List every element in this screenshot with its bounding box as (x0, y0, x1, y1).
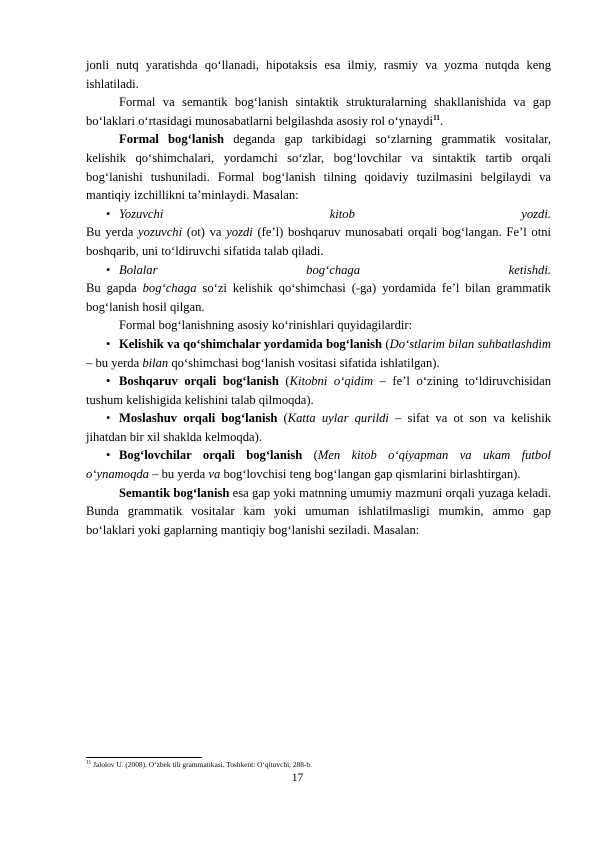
list-item-title: Boshqaruv orqali bog‘lanish (119, 374, 279, 389)
list-item-example: bilan (142, 355, 169, 370)
list-item-text: bog‘lovchisi teng bog‘langan gap qismlarini birlashtirgan). (220, 467, 521, 482)
list-item-title: Moslashuv orqali bog‘lanish (119, 411, 278, 426)
paragraph-formal-text: deganda gap tarkibidagi so‘zlarning grammatik vositalar, kelishik qo‘shimchalari, yordamchi so‘zlar, bog‘lovchilar va sintaktik tartib orqali bog‘lanishi tushuniladi. Formal bog‘lanish tilning qoidaviy tuzilmasini belgilaydi va mantiqiy izchillikni ta’minlaydi. Masalan: (86, 132, 552, 203)
ex2-word3: ketishdi. (508, 262, 551, 277)
list-item-example: Men kitob o‘qiyapman va ukam futbol o‘ynamoqda (86, 448, 552, 482)
footnote-ref[interactable]: 11 (432, 112, 441, 122)
page-number: 17 (291, 772, 304, 784)
list-item-example: Do‘stlarim bilan suhbatlashdim (389, 336, 551, 351)
example-2-sentence (86, 261, 551, 280)
ex1-word2: kitob (329, 206, 355, 221)
list-item-case-suffix (86, 335, 551, 372)
ex1-word1: Yozuvchi (119, 206, 164, 221)
ex2-word2: bog‘chaga (306, 262, 361, 277)
list-item-example: Katta uylar qurildi (287, 411, 389, 426)
ex2-text-c: so‘zi kelishik qo‘shimchasi (-ga) yordamida fe’l bilan grammatik bog‘lanish hosil qilgan. (86, 281, 551, 314)
body-text (86, 56, 551, 539)
list-item-agreement (86, 409, 551, 446)
list-item-text: – bu yerda (148, 467, 209, 482)
list-item-text: ( (382, 336, 390, 351)
paragraph-formal (86, 130, 551, 204)
list-item-text: – fe’l o‘zining to‘ldiruvchisidan tushum kelishigida kelishini talab qilmoqda). (86, 374, 551, 407)
ex1-text-e: (fe’l) boshqaruv munosabati orqali bog‘langan. Fe’l otni boshqarib, uni to‘ldiruvchi sifatida talab qiladi. (86, 225, 551, 258)
list-item-example: Kitobni o‘qidim (289, 374, 374, 389)
bullet-icon: • (106, 374, 111, 389)
paragraph-types-intro: Formal bog‘lanishning asosiy ko‘rinishlari quyidagilardir: (119, 318, 413, 333)
paragraph-2-end: . (440, 113, 444, 128)
example-1-sentence (86, 205, 551, 224)
list-item-text: ( (277, 411, 288, 426)
ex2-term: bog‘chaga (142, 281, 197, 296)
list-item-title: Kelishik va qo‘shimchalar yordamida bog‘lanish (119, 336, 383, 351)
ex1-word3: yozdi. (521, 206, 551, 221)
list-item-text: – sifat va ot son va kelishik jihatdan bir xil shaklda kelmoqda). (86, 411, 551, 444)
bullet-icon: • (106, 411, 111, 426)
paragraph-2-text: Formal va semantik bog‘lanish sintaktik strukturalarning shakllanishida va gap bo‘laklari o‘rtasidagi munosabatlarni belgilashda asosiy rol o‘ynaydi (86, 95, 551, 128)
footnote-divider (86, 757, 202, 758)
ex2-text-a: Bu gapda (86, 281, 143, 296)
list-item-text: qo‘shimchasi bog‘lanish vositasi sifatida ishlatilgan). (168, 355, 440, 370)
bullet-icon: • (106, 262, 111, 277)
list-item-text: ( (302, 448, 318, 463)
ex1-term-2: yozdi (226, 225, 253, 240)
list-item-text: ( (278, 374, 290, 389)
footnote-text: Jalolov U. (2008). O‘zbek tili grammatikasi. Toshkent: O‘qituvchi, 288-b. (91, 760, 312, 769)
bullet-icon: • (106, 336, 111, 351)
example-2-explanation (86, 279, 551, 316)
list-item-text: – bu yerda (86, 355, 143, 370)
term-formal: Formal bog‘lanish (119, 132, 225, 147)
paragraph-2 (86, 93, 551, 130)
list-item-title: Bog‘lovchilar orqali bog‘lanish (119, 448, 303, 463)
term-semantic: Semantik bog‘lanish (119, 485, 230, 500)
footnote (86, 760, 312, 769)
example-1-explanation (86, 223, 551, 260)
ex1-text-c: (ot) va (182, 225, 227, 240)
list-item-conjunction (86, 446, 551, 483)
bullet-icon: • (106, 448, 111, 463)
ex1-text-a: Bu yerda (86, 225, 139, 240)
ex2-word1: Bolalar (119, 262, 158, 277)
list-item-government (86, 372, 551, 409)
bullet-icon: • (106, 206, 111, 221)
paragraph-1: jonli nutq yaratishda qo‘llanadi, hipotaksis esa ilmiy, rasmiy va yozma nutqda keng ishlatiladi. (86, 58, 551, 91)
paragraph-semantic-text: esa gap yoki matnning umumiy mazmuni orqali yuzaga keladi. Bunda grammatik vositalar kam yoki umuman ishlatilmasligi mumkin, ammo gap bo‘laklari yoki gaplarning mantiqiy bog‘lanishi seziladi. Masalan: (86, 485, 551, 537)
list-item-example: va (208, 467, 221, 482)
footnote-number: 11 (86, 759, 92, 766)
ex1-term-1: yozuvchi (138, 225, 183, 240)
paragraph-semantic (86, 484, 551, 540)
